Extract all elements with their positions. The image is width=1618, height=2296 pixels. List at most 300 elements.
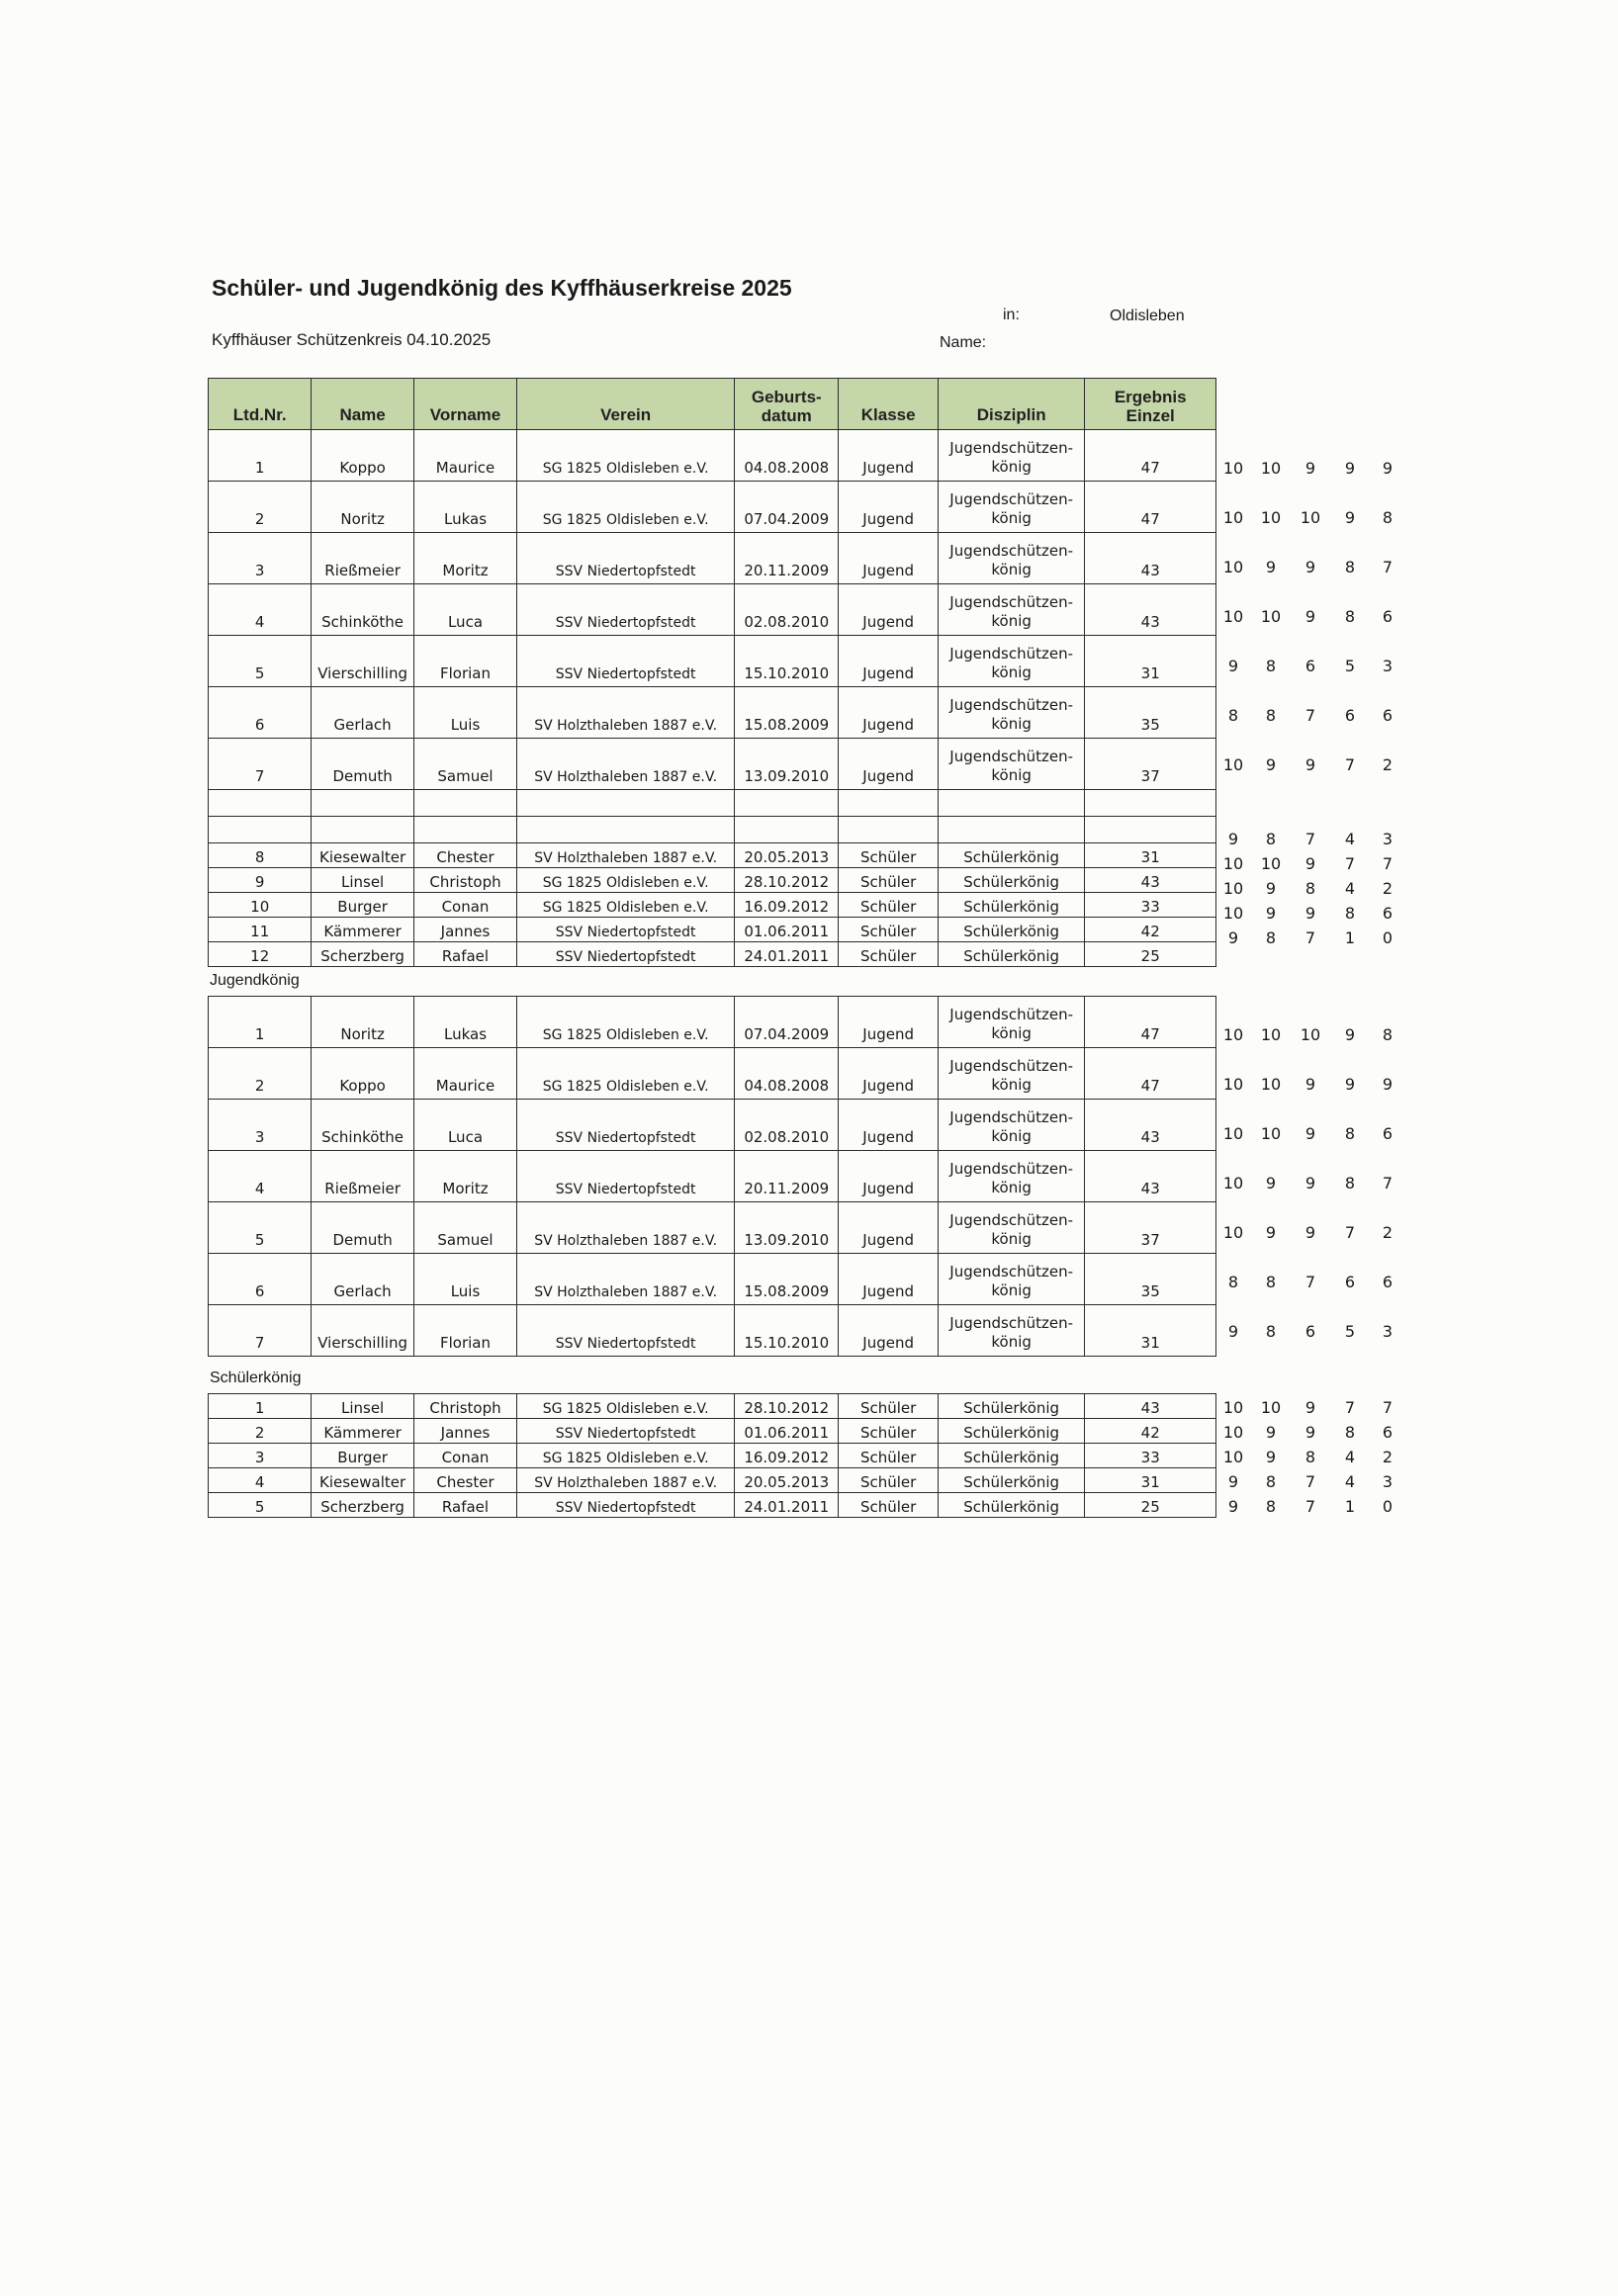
section-label-jugend: Jugendkönig	[210, 972, 300, 989]
shot-score: 7	[1304, 706, 1316, 725]
shot-score: 7	[1304, 1273, 1316, 1291]
cell-nr: 6	[209, 1254, 312, 1305]
blank-cell	[1085, 817, 1216, 843]
cell-datum: 15.10.2010	[735, 636, 839, 687]
cell-disziplin: Jugendschützen- könig	[938, 584, 1085, 636]
score-row	[1218, 508, 1416, 528]
cell-nr: 5	[209, 1493, 312, 1518]
cell-disziplin: Schülerkönig	[938, 918, 1085, 942]
shot-score: 10	[1222, 1124, 1244, 1143]
cell-nr: 8	[209, 843, 312, 868]
shot-score: 10	[1260, 1075, 1282, 1094]
cell-klasse: Schüler	[839, 1419, 938, 1444]
cell-datum: 20.05.2013	[735, 843, 839, 868]
cell-ergebnis: 25	[1085, 942, 1216, 967]
shot-score: 3	[1382, 657, 1393, 675]
cell-nr: 5	[209, 636, 312, 687]
shot-score: 3	[1382, 830, 1393, 848]
shot-score: 7	[1344, 1223, 1356, 1242]
table-row	[209, 1394, 1216, 1419]
blank-cell	[312, 790, 413, 817]
shot-score: 9	[1304, 904, 1316, 923]
table-row	[209, 942, 1216, 967]
shot-score: 9	[1227, 830, 1239, 848]
cell-datum: 24.01.2011	[735, 1493, 839, 1518]
shot-score: 10	[1260, 1025, 1282, 1044]
shot-score: 8	[1344, 607, 1356, 626]
cell-datum: 04.08.2008	[735, 430, 839, 482]
shot-score: 9	[1227, 657, 1239, 675]
shot-score: 7	[1304, 830, 1316, 848]
cell-disziplin: Schülerkönig	[938, 1468, 1085, 1493]
cell-disziplin: Schülerkönig	[938, 868, 1085, 893]
shot-score: 1	[1344, 928, 1356, 947]
cell-disziplin: Jugendschützen- könig	[938, 1305, 1085, 1357]
score-row	[1218, 657, 1416, 676]
cell-verein: SV Holzthaleben 1887 e.V.	[517, 1202, 735, 1254]
shot-score: 5	[1344, 657, 1356, 675]
shot-score: 10	[1222, 1398, 1244, 1417]
shot-score: 10	[1222, 879, 1244, 898]
cell-name: Demuth	[312, 739, 413, 790]
shot-score: 8	[1227, 1273, 1239, 1291]
shot-score: 7	[1344, 1398, 1356, 1417]
cell-vorname: Christoph	[413, 868, 516, 893]
cell-ergebnis: 31	[1085, 1468, 1216, 1493]
col-header-vorname: Vorname	[413, 379, 516, 430]
shot-score: 8	[1265, 928, 1277, 947]
cell-verein: SG 1825 Oldisleben e.V.	[517, 482, 735, 533]
cell-disziplin: Jugendschützen- könig	[938, 533, 1085, 584]
cell-nr: 4	[209, 584, 312, 636]
cell-verein: SSV Niedertopfstedt	[517, 1100, 735, 1151]
shot-score: 9	[1382, 1075, 1393, 1094]
cell-nr: 1	[209, 430, 312, 482]
col-header-verein: Verein	[517, 379, 735, 430]
cell-nr: 3	[209, 533, 312, 584]
shot-score: 6	[1382, 1273, 1393, 1291]
header-row	[209, 379, 1216, 430]
shot-score: 8	[1344, 558, 1356, 576]
cell-vorname: Conan	[413, 893, 516, 918]
shot-score: 10	[1222, 1423, 1244, 1442]
shot-score: 9	[1304, 1174, 1316, 1192]
cell-verein: SSV Niedertopfstedt	[517, 942, 735, 967]
shot-score: 10	[1260, 508, 1282, 527]
shot-score: 6	[1382, 607, 1393, 626]
cell-nr: 6	[209, 687, 312, 739]
shot-score: 7	[1304, 1497, 1316, 1516]
score-row	[1218, 1075, 1416, 1095]
score-row	[1218, 854, 1416, 874]
cell-disziplin: Jugendschützen- könig	[938, 1202, 1085, 1254]
cell-ergebnis: 33	[1085, 1444, 1216, 1468]
shot-score: 4	[1344, 1472, 1356, 1491]
main-results-table	[208, 378, 1216, 967]
cell-ergebnis: 33	[1085, 893, 1216, 918]
cell-nr: 12	[209, 942, 312, 967]
cell-nr: 7	[209, 739, 312, 790]
shot-score: 4	[1344, 1448, 1356, 1466]
shot-score: 9	[1227, 1472, 1239, 1491]
cell-datum: 15.08.2009	[735, 1254, 839, 1305]
cell-vorname: Moritz	[413, 533, 516, 584]
cell-name: Scherzberg	[312, 1493, 413, 1518]
cell-klasse: Jugend	[839, 1048, 938, 1100]
cell-name: Scherzberg	[312, 942, 413, 967]
cell-klasse: Jugend	[839, 636, 938, 687]
schueler-results-table	[208, 1393, 1216, 1518]
cell-verein: SV Holzthaleben 1887 e.V.	[517, 739, 735, 790]
cell-disziplin: Jugendschützen- könig	[938, 636, 1085, 687]
shot-score: 10	[1260, 1398, 1282, 1417]
blank-cell	[312, 817, 413, 843]
shot-score: 2	[1382, 879, 1393, 898]
table-row	[209, 1493, 1216, 1518]
shot-score: 6	[1344, 1273, 1356, 1291]
cell-verein: SSV Niedertopfstedt	[517, 584, 735, 636]
blank-cell	[413, 817, 516, 843]
score-row	[1218, 1223, 1416, 1243]
cell-datum: 07.04.2009	[735, 482, 839, 533]
cell-ergebnis: 43	[1085, 1100, 1216, 1151]
shot-score: 9	[1227, 1497, 1239, 1516]
score-row	[1218, 830, 1416, 849]
shot-score: 2	[1382, 755, 1393, 774]
shot-score: 8	[1382, 1025, 1393, 1044]
table-row	[209, 893, 1216, 918]
cell-vorname: Florian	[413, 636, 516, 687]
score-row	[1218, 1273, 1416, 1292]
shot-score: 6	[1382, 1423, 1393, 1442]
cell-datum: 02.08.2010	[735, 584, 839, 636]
cell-name: Noritz	[312, 997, 413, 1048]
shot-score: 8	[1265, 1472, 1277, 1491]
blank-cell	[517, 790, 735, 817]
score-row	[1218, 1322, 1416, 1342]
cell-disziplin: Schülerkönig	[938, 1419, 1085, 1444]
in-value: Oldisleben	[1110, 308, 1185, 324]
cell-nr: 4	[209, 1151, 312, 1202]
cell-ergebnis: 25	[1085, 1493, 1216, 1518]
cell-klasse: Schüler	[839, 918, 938, 942]
shot-score: 9	[1382, 459, 1393, 478]
cell-klasse: Schüler	[839, 1493, 938, 1518]
cell-verein: SG 1825 Oldisleben e.V.	[517, 893, 735, 918]
cell-verein: SSV Niedertopfstedt	[517, 533, 735, 584]
table-row	[209, 997, 1216, 1048]
table-row	[209, 1048, 1216, 1100]
cell-nr: 3	[209, 1444, 312, 1468]
shot-score: 10	[1222, 854, 1244, 873]
cell-ergebnis: 47	[1085, 1048, 1216, 1100]
cell-disziplin: Schülerkönig	[938, 1493, 1085, 1518]
blank-row	[209, 790, 1216, 817]
score-row	[1218, 459, 1416, 479]
cell-klasse: Jugend	[839, 1202, 938, 1254]
cell-nr: 2	[209, 1419, 312, 1444]
shot-score: 8	[1304, 879, 1316, 898]
cell-verein: SSV Niedertopfstedt	[517, 1151, 735, 1202]
score-row	[1218, 558, 1416, 577]
table-row	[209, 1100, 1216, 1151]
cell-verein: SG 1825 Oldisleben e.V.	[517, 997, 735, 1048]
table-row	[209, 918, 1216, 942]
cell-datum: 04.08.2008	[735, 1048, 839, 1100]
cell-verein: SV Holzthaleben 1887 e.V.	[517, 687, 735, 739]
cell-nr: 10	[209, 893, 312, 918]
cell-nr: 11	[209, 918, 312, 942]
table-row	[209, 843, 1216, 868]
shot-score: 10	[1260, 854, 1282, 873]
cell-name: Kämmerer	[312, 1419, 413, 1444]
cell-name: Noritz	[312, 482, 413, 533]
shot-score: 9	[1304, 1223, 1316, 1242]
table-row	[209, 687, 1216, 739]
shot-score: 9	[1265, 1223, 1277, 1242]
shot-score: 10	[1260, 459, 1282, 478]
shot-score: 6	[1382, 904, 1393, 923]
cell-klasse: Jugend	[839, 687, 938, 739]
cell-nr: 9	[209, 868, 312, 893]
cell-verein: SG 1825 Oldisleben e.V.	[517, 430, 735, 482]
cell-ergebnis: 43	[1085, 868, 1216, 893]
cell-nr: 1	[209, 997, 312, 1048]
cell-klasse: Jugend	[839, 482, 938, 533]
shot-score: 8	[1227, 706, 1239, 725]
shot-score: 7	[1382, 1174, 1393, 1192]
cell-name: Kiesewalter	[312, 843, 413, 868]
cell-name: Schinköthe	[312, 584, 413, 636]
score-row	[1218, 1025, 1416, 1045]
cell-disziplin: Jugendschützen- könig	[938, 687, 1085, 739]
shot-score: 10	[1222, 1223, 1244, 1242]
shot-score: 9	[1304, 607, 1316, 626]
cell-verein: SV Holzthaleben 1887 e.V.	[517, 1254, 735, 1305]
cell-name: Burger	[312, 1444, 413, 1468]
score-row	[1218, 1174, 1416, 1193]
shot-score: 9	[1304, 1124, 1316, 1143]
cell-verein: SV Holzthaleben 1887 e.V.	[517, 843, 735, 868]
cell-ergebnis: 43	[1085, 584, 1216, 636]
cell-vorname: Luca	[413, 584, 516, 636]
cell-vorname: Samuel	[413, 739, 516, 790]
table-row	[209, 584, 1216, 636]
cell-nr: 2	[209, 482, 312, 533]
cell-ergebnis: 37	[1085, 739, 1216, 790]
cell-vorname: Chester	[413, 1468, 516, 1493]
shot-score: 10	[1222, 1025, 1244, 1044]
score-row	[1218, 1398, 1416, 1418]
shot-score: 9	[1304, 459, 1316, 478]
cell-klasse: Jugend	[839, 1100, 938, 1151]
cell-name: Vierschilling	[312, 636, 413, 687]
shot-score: 10	[1260, 1124, 1282, 1143]
cell-datum: 01.06.2011	[735, 918, 839, 942]
cell-datum: 20.11.2009	[735, 1151, 839, 1202]
cell-vorname: Rafael	[413, 1493, 516, 1518]
cell-datum: 15.08.2009	[735, 687, 839, 739]
cell-klasse: Jugend	[839, 1151, 938, 1202]
shot-score: 8	[1344, 1174, 1356, 1192]
cell-ergebnis: 31	[1085, 1305, 1216, 1357]
score-row	[1218, 1124, 1416, 1144]
cell-verein: SSV Niedertopfstedt	[517, 918, 735, 942]
shot-score: 9	[1227, 928, 1239, 947]
score-row	[1218, 904, 1416, 924]
cell-verein: SSV Niedertopfstedt	[517, 1419, 735, 1444]
shot-score: 10	[1222, 1075, 1244, 1094]
shot-score: 3	[1382, 1472, 1393, 1491]
shot-score: 9	[1265, 755, 1277, 774]
shot-score: 8	[1265, 657, 1277, 675]
cell-verein: SG 1825 Oldisleben e.V.	[517, 1444, 735, 1468]
blank-cell	[413, 790, 516, 817]
shot-score: 10	[1222, 459, 1244, 478]
shot-score: 6	[1344, 706, 1356, 725]
cell-disziplin: Schülerkönig	[938, 1444, 1085, 1468]
cell-vorname: Rafael	[413, 942, 516, 967]
shot-score: 6	[1304, 1322, 1316, 1341]
shot-score: 7	[1382, 558, 1393, 576]
table-row	[209, 533, 1216, 584]
cell-vorname: Maurice	[413, 430, 516, 482]
cell-name: Vierschilling	[312, 1305, 413, 1357]
shot-score: 10	[1222, 1448, 1244, 1466]
cell-name: Koppo	[312, 1048, 413, 1100]
cell-disziplin: Jugendschützen- könig	[938, 997, 1085, 1048]
shot-score: 8	[1344, 1124, 1356, 1143]
table-row	[209, 1468, 1216, 1493]
cell-verein: SSV Niedertopfstedt	[517, 636, 735, 687]
cell-name: Gerlach	[312, 687, 413, 739]
cell-vorname: Luis	[413, 1254, 516, 1305]
shot-score: 2	[1382, 1223, 1393, 1242]
shot-score: 0	[1382, 1497, 1393, 1516]
cell-datum: 16.09.2012	[735, 893, 839, 918]
cell-klasse: Schüler	[839, 1394, 938, 1419]
blank-cell	[209, 790, 312, 817]
page-title: Schüler- und Jugendkönig des Kyffhäuserkreise 2025	[212, 275, 792, 301]
cell-ergebnis: 43	[1085, 1394, 1216, 1419]
table-row	[209, 1444, 1216, 1468]
blank-cell	[1085, 790, 1216, 817]
cell-nr: 7	[209, 1305, 312, 1357]
shot-score: 6	[1382, 1124, 1393, 1143]
shot-score: 9	[1344, 508, 1356, 527]
shot-score: 8	[1344, 904, 1356, 923]
col-header-name: Name	[312, 379, 413, 430]
score-row	[1218, 1472, 1416, 1492]
shot-score: 8	[1382, 508, 1393, 527]
shot-score: 9	[1304, 755, 1316, 774]
shot-score: 7	[1304, 928, 1316, 947]
shot-score: 8	[1344, 1423, 1356, 1442]
table-row	[209, 1202, 1216, 1254]
table-row	[209, 1151, 1216, 1202]
shot-score: 4	[1344, 879, 1356, 898]
shot-score: 10	[1300, 1025, 1321, 1044]
shot-score: 9	[1304, 1423, 1316, 1442]
shot-score: 7	[1382, 854, 1393, 873]
shot-score: 9	[1265, 1423, 1277, 1442]
shot-score: 4	[1344, 830, 1356, 848]
table-row	[209, 1254, 1216, 1305]
table-row	[209, 636, 1216, 687]
col-header-disziplin: Disziplin	[938, 379, 1085, 430]
shot-score: 7	[1344, 854, 1356, 873]
table-row	[209, 482, 1216, 533]
cell-vorname: Lukas	[413, 997, 516, 1048]
score-row	[1218, 755, 1416, 775]
cell-disziplin: Jugendschützen- könig	[938, 1151, 1085, 1202]
cell-nr: 1	[209, 1394, 312, 1419]
table-row	[209, 739, 1216, 790]
blank-cell	[517, 817, 735, 843]
shot-score: 10	[1260, 607, 1282, 626]
shot-score: 6	[1382, 706, 1393, 725]
cell-ergebnis: 47	[1085, 482, 1216, 533]
shot-score: 10	[1222, 558, 1244, 576]
table-row	[209, 1419, 1216, 1444]
shot-score: 9	[1265, 1448, 1277, 1466]
shot-score: 0	[1382, 928, 1393, 947]
shot-score: 10	[1222, 755, 1244, 774]
cell-nr: 5	[209, 1202, 312, 1254]
cell-name: Kämmerer	[312, 918, 413, 942]
cell-nr: 3	[209, 1100, 312, 1151]
cell-disziplin: Jugendschützen- könig	[938, 1254, 1085, 1305]
cell-klasse: Schüler	[839, 893, 938, 918]
shot-score: 9	[1265, 879, 1277, 898]
cell-klasse: Schüler	[839, 1444, 938, 1468]
cell-name: Demuth	[312, 1202, 413, 1254]
cell-name: Burger	[312, 893, 413, 918]
shot-score: 10	[1300, 508, 1321, 527]
shot-score: 10	[1222, 508, 1244, 527]
shot-score: 7	[1304, 1472, 1316, 1491]
cell-datum: 20.05.2013	[735, 1468, 839, 1493]
cell-verein: SG 1825 Oldisleben e.V.	[517, 1394, 735, 1419]
section-label-schueler: Schülerkönig	[210, 1369, 302, 1386]
shot-score: 9	[1227, 1322, 1239, 1341]
shot-score: 10	[1222, 1174, 1244, 1192]
cell-klasse: Jugend	[839, 533, 938, 584]
cell-klasse: Schüler	[839, 843, 938, 868]
cell-datum: 07.04.2009	[735, 997, 839, 1048]
cell-disziplin: Schülerkönig	[938, 942, 1085, 967]
cell-disziplin: Jugendschützen- könig	[938, 739, 1085, 790]
shot-score: 9	[1344, 459, 1356, 478]
table-row	[209, 868, 1216, 893]
col-header-klasse: Klasse	[839, 379, 938, 430]
blank-cell	[735, 817, 839, 843]
cell-klasse: Jugend	[839, 430, 938, 482]
cell-ergebnis: 31	[1085, 843, 1216, 868]
cell-ergebnis: 42	[1085, 918, 1216, 942]
cell-verein: SG 1825 Oldisleben e.V.	[517, 868, 735, 893]
cell-disziplin: Schülerkönig	[938, 843, 1085, 868]
blank-cell	[839, 817, 938, 843]
cell-ergebnis: 47	[1085, 997, 1216, 1048]
cell-klasse: Jugend	[839, 584, 938, 636]
shot-score: 9	[1265, 1174, 1277, 1192]
cell-vorname: Christoph	[413, 1394, 516, 1419]
cell-vorname: Lukas	[413, 482, 516, 533]
shot-score: 9	[1304, 558, 1316, 576]
blank-cell	[938, 817, 1085, 843]
score-row	[1218, 1423, 1416, 1443]
